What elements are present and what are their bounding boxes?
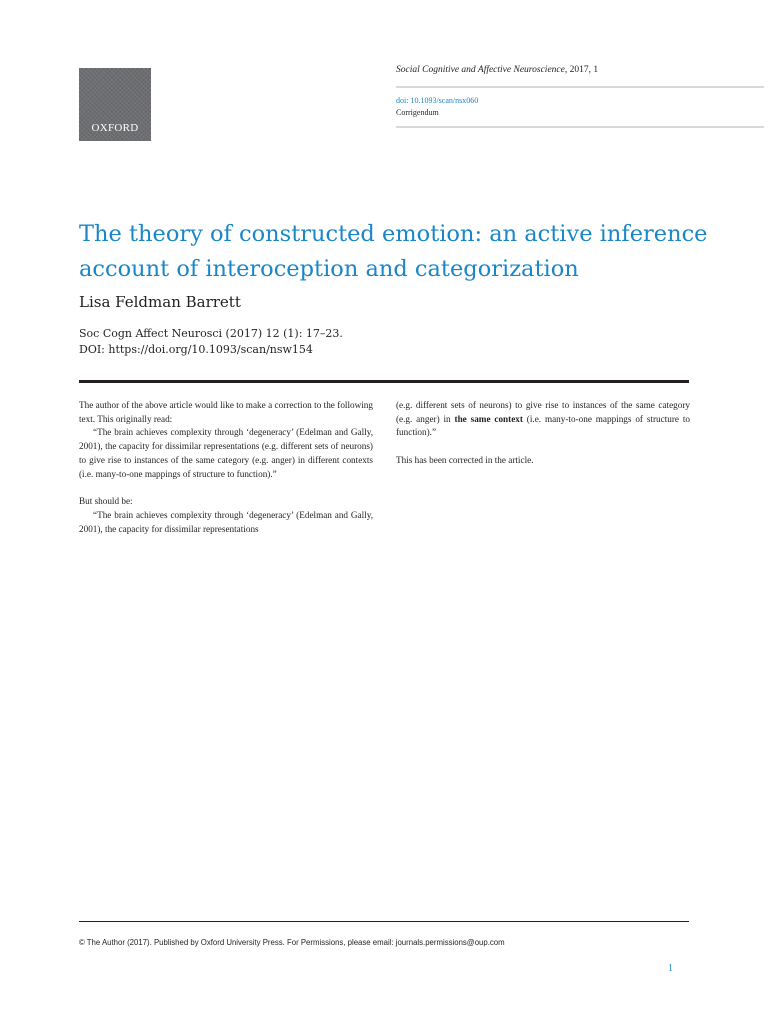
section-divider bbox=[79, 380, 689, 383]
page-number: 1 bbox=[668, 963, 673, 974]
body-column-right bbox=[396, 399, 690, 468]
title-line: The theory of constructed emotion: an active inference bbox=[79, 221, 708, 247]
article-title bbox=[79, 217, 719, 287]
journal-year-page: , 2017, 1 bbox=[564, 65, 599, 75]
title-line: account of interoception and categorization bbox=[79, 256, 579, 282]
text-run: (e.g. different sets of neurons) to give rise to instances of the same category (e.g. anger) in bbox=[396, 400, 690, 424]
journal-name: Social Cognitive and Affective Neuroscience bbox=[396, 65, 565, 75]
citation-line: Soc Cogn Affect Neurosci (2017) 12 (1): 17–23. bbox=[79, 327, 343, 340]
paragraph bbox=[396, 399, 690, 440]
logo-text: OXFORD bbox=[91, 122, 139, 134]
text-run: (i.e. many-to-one mappings of structure to function).” bbox=[396, 413, 690, 438]
emphasis-text: the same context bbox=[454, 413, 523, 424]
article-type: Corrigendum bbox=[396, 108, 439, 117]
paragraph: “The brain achieves complexity through ‘degeneracy’ (Edelman and Gally, 2001), the capacity for dissimilar representations bbox=[79, 509, 373, 534]
paragraph: But should be: bbox=[79, 496, 133, 507]
author-name: Lisa Feldman Barrett bbox=[79, 293, 241, 311]
journal-citation bbox=[396, 65, 598, 75]
oxford-logo bbox=[79, 68, 151, 141]
paragraph: This has been corrected in the article. bbox=[396, 455, 534, 466]
copyright-notice: © The Author (2017). Published by Oxford University Press. For Permissions, please email: journals.permissions@oup.com bbox=[79, 938, 505, 947]
footer-divider bbox=[79, 921, 689, 922]
header-divider-top bbox=[396, 86, 764, 88]
header-divider-bottom bbox=[396, 126, 764, 128]
citation-doi-line[interactable]: DOI: https://doi.org/10.1093/scan/nsw154 bbox=[79, 343, 313, 356]
body-column-left bbox=[79, 399, 373, 536]
original-citation bbox=[79, 326, 343, 358]
doi-link[interactable]: doi: 10.1093/scan/nsx060 bbox=[396, 96, 479, 105]
paragraph: The author of the above article would like to make a correction to the following text. This originally read: bbox=[79, 400, 373, 424]
paragraph: “The brain achieves complexity through ‘degeneracy’ (Edelman and Gally, 2001), the capacity for dissimilar representations (e.g. different sets of neurons) to give rise to instances of the same category (e.g. anger) in different contexts (i.e. many-to-one mappings of structure to function).” bbox=[79, 427, 373, 479]
